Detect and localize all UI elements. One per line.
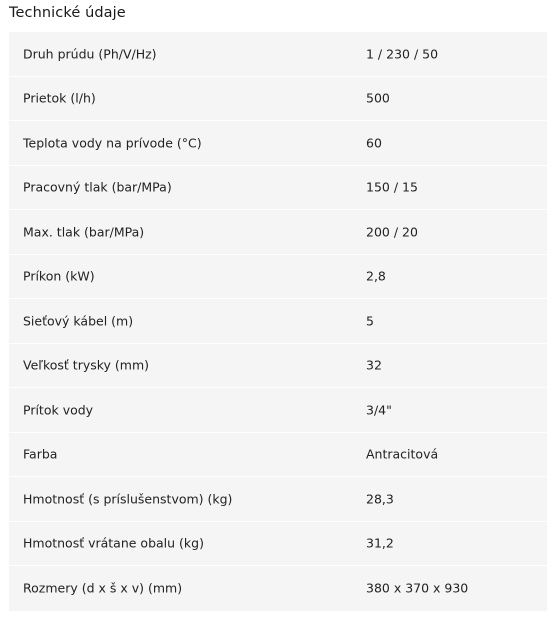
spec-row-max-pressure [9,210,547,255]
spec-label: Teplota vody na prívode (°C) [23,135,202,151]
spec-value: 1 / 230 / 50 [366,46,439,62]
spec-value: Antracitová [366,446,439,462]
spec-label: Prítok vody [23,402,94,418]
spec-row-weight-with-packaging [9,522,547,567]
section-title: Technické údaje [9,5,126,21]
spec-value: 60 [366,135,382,151]
spec-row-power-input [9,255,547,300]
spec-label: Pracovný tlak (bar/MPa) [23,179,172,195]
spec-row-weight-with-accessories [9,477,547,522]
spec-value: 31,2 [366,535,394,551]
spec-value: 200 / 20 [366,224,418,240]
spec-label: Príkon (kW) [23,268,95,284]
spec-label: Hmotnosť vrátane obalu (kg) [23,535,204,551]
spec-row-power-cable [9,299,547,344]
spec-label: Hmotnosť (s príslušenstvom) (kg) [23,491,233,507]
spec-value: 32 [366,357,382,373]
spec-value: 380 x 370 x 930 [366,580,469,596]
spec-row-color [9,433,547,478]
specs-table [9,32,547,611]
spec-row-dimensions [9,566,547,611]
spec-value: 3/4" [366,402,392,418]
spec-row-inlet-temperature [9,121,547,166]
spec-row-current-type [9,32,547,77]
spec-label: Sieťový kábel (m) [23,313,134,329]
spec-row-water-inlet [9,388,547,433]
spec-label: Rozmery (d x š x v) (mm) [23,580,183,596]
spec-value: 5 [366,313,374,329]
spec-row-flow-rate [9,77,547,122]
spec-value: 28,3 [366,491,394,507]
spec-value: 2,8 [366,268,386,284]
spec-label: Druh prúdu (Ph/V/Hz) [23,46,157,62]
spec-label: Prietok (l/h) [23,90,96,106]
spec-row-nozzle-size [9,344,547,389]
spec-label: Veľkosť trysky (mm) [23,357,150,373]
spec-label: Max. tlak (bar/MPa) [23,224,145,240]
spec-value: 500 [366,90,390,106]
spec-value: 150 / 15 [366,179,418,195]
spec-row-working-pressure [9,166,547,211]
spec-label: Farba [23,446,58,462]
